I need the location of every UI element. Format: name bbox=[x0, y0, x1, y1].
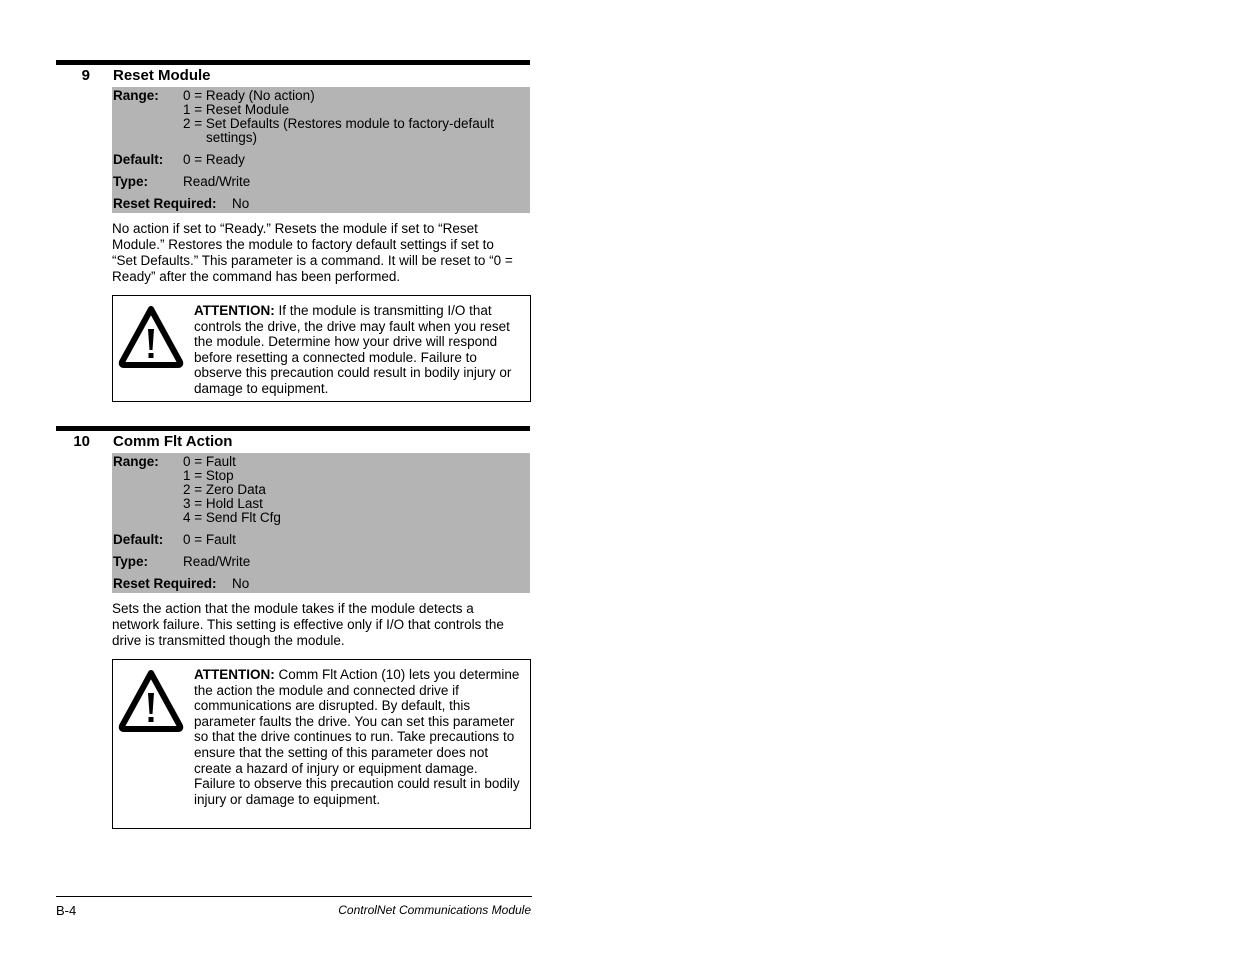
attention-label: ATTENTION: bbox=[194, 303, 275, 318]
attention-box bbox=[112, 659, 531, 829]
type-row bbox=[113, 175, 530, 189]
attention-box bbox=[112, 295, 531, 402]
parameter-block-10 bbox=[56, 426, 530, 829]
range-value: 2 = Zero Data bbox=[183, 482, 266, 497]
range-value: settings) bbox=[206, 130, 258, 145]
warning-triangle-icon bbox=[118, 668, 184, 734]
range-value: 3 = Hold Last bbox=[183, 496, 263, 511]
parameter-block-9 bbox=[56, 60, 530, 402]
range-row bbox=[113, 89, 530, 145]
default-row bbox=[113, 153, 530, 167]
attention-text bbox=[194, 296, 530, 400]
parameter-header bbox=[56, 431, 530, 453]
attention-text bbox=[194, 660, 530, 810]
attention-message: Comm Flt Action (10) lets you determine the action the module and connected drive if communications are disrupted. By default, this parameter faults the drive. You can set this parameter so that the drive continues to run. Take precautions to ensure that the setting of this parameter does not create a hazard of injury or equipment damage. Failure to observe this precaution could result in bodily injury or damage to equipment. bbox=[194, 667, 520, 807]
warning-triangle-icon bbox=[118, 304, 184, 370]
reset-required-value: No bbox=[232, 196, 250, 211]
range-value: 0 = Ready (No action) bbox=[183, 88, 315, 103]
reset-required-label: Reset Required: bbox=[113, 576, 217, 591]
range-value: 0 = Fault bbox=[183, 454, 236, 469]
default-value: 0 = Fault bbox=[183, 532, 236, 547]
parameter-number: 9 bbox=[81, 67, 90, 84]
parameter-description: Sets the action that the module takes if the module detects a network failure. This setting is effective only if I/O that controls the drive is transmitted though the module. bbox=[112, 601, 504, 648]
type-label: Type: bbox=[113, 174, 149, 189]
range-label: Range: bbox=[113, 88, 159, 103]
attention-label: ATTENTION: bbox=[194, 667, 275, 682]
range-label: Range: bbox=[113, 454, 159, 469]
type-label: Type: bbox=[113, 554, 149, 569]
parameter-name: Reset Module bbox=[113, 67, 211, 84]
default-row bbox=[113, 533, 530, 547]
default-value: 0 = Ready bbox=[183, 152, 245, 167]
range-row bbox=[113, 455, 530, 525]
document-title: ControlNet Communications Module bbox=[338, 903, 531, 917]
footer-rule bbox=[56, 896, 532, 897]
type-row bbox=[113, 555, 530, 569]
reset-required-value: No bbox=[232, 576, 250, 591]
parameter-description: No action if set to “Ready.” Resets the module if set to “Reset Module.” Restores the module to factory default settings if set to “Set Defaults.” This parameter is a command. It will be reset to “0 = Ready” after the command has been performed. bbox=[112, 221, 513, 284]
attention-message: If the module is transmitting I/O that controls the drive, the drive may fault when you reset the module. Determine how your drive will respond before resetting a connected module. Failure to observe this precaution could result in bodily injury or damage to equipment. bbox=[194, 303, 512, 396]
reset-required-label: Reset Required: bbox=[113, 196, 217, 211]
reset-required-row bbox=[113, 197, 530, 211]
parameter-spec-table bbox=[112, 87, 530, 213]
range-values bbox=[183, 89, 530, 145]
page-number: B-4 bbox=[56, 903, 77, 918]
type-value: Read/Write bbox=[183, 174, 251, 189]
parameter-number: 10 bbox=[73, 433, 90, 450]
range-values bbox=[183, 455, 530, 525]
range-value: 2 = Set Defaults (Restores module to factory-default bbox=[183, 116, 495, 131]
default-label: Default: bbox=[113, 152, 164, 167]
range-value: 1 = Stop bbox=[183, 468, 234, 483]
parameter-name: Comm Flt Action bbox=[113, 433, 233, 450]
default-label: Default: bbox=[113, 532, 164, 547]
type-value: Read/Write bbox=[183, 554, 251, 569]
parameter-spec-table bbox=[112, 453, 530, 593]
parameter-header bbox=[56, 65, 530, 87]
reset-required-row bbox=[113, 577, 530, 591]
range-value: 1 = Reset Module bbox=[183, 102, 290, 117]
range-value: 4 = Send Flt Cfg bbox=[183, 510, 281, 525]
